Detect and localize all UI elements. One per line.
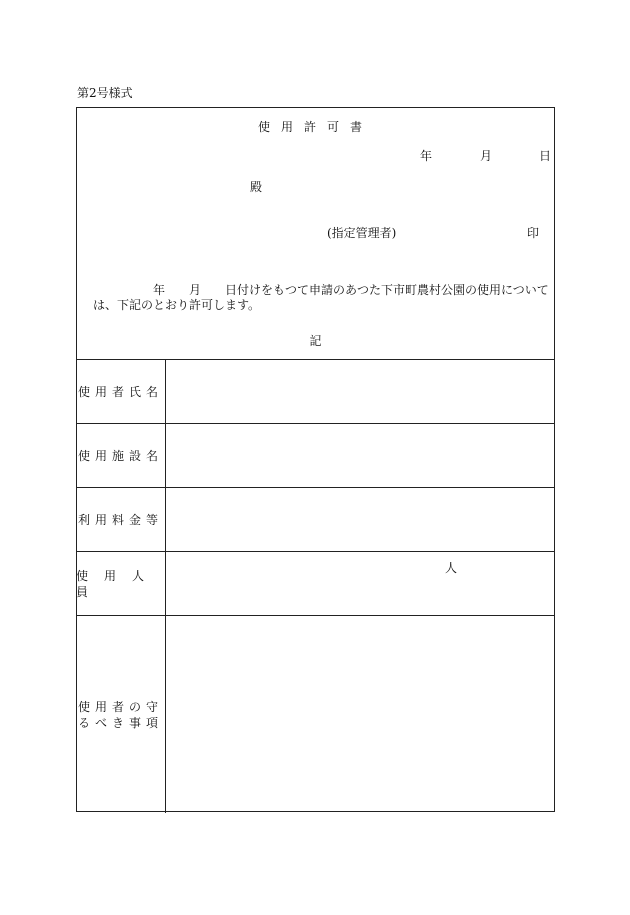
row-user-name: [76, 359, 555, 424]
date-day-label: 日: [539, 149, 552, 163]
row-usage-fee: [76, 487, 555, 552]
row-label-cell: [76, 360, 166, 424]
permit-form: [76, 107, 555, 812]
date-month-label: 月: [480, 149, 493, 163]
user-rules-field[interactable]: [166, 616, 555, 813]
row-facility-name: [76, 423, 555, 488]
row-label-cell: [76, 616, 166, 813]
row-headcount: [76, 551, 555, 616]
facility-name-label: 使用施設名: [77, 449, 163, 463]
row-label-cell: [76, 424, 166, 488]
headcount-label: 使 用 人 員: [76, 569, 161, 599]
person-unit-label: 人: [445, 561, 458, 575]
usage-fee-field[interactable]: [166, 488, 555, 552]
row-label-cell: [76, 488, 166, 552]
user-name-label: 使用者氏名: [77, 385, 163, 399]
headcount-field[interactable]: [166, 552, 555, 616]
row-user-rules: [76, 615, 555, 813]
user-name-field[interactable]: [166, 360, 555, 424]
usage-fee-label: 利用料金等: [77, 513, 163, 527]
facility-name-field[interactable]: [166, 424, 555, 488]
permit-statement-line1: 年 月 日付けをもつて申請のあつた下市町農村公園の使用について: [153, 283, 549, 297]
permit-statement-line2: は、下記のとおり許可します。: [93, 298, 261, 312]
issuer-role: (指定管理者): [327, 226, 397, 240]
user-rules-label: 使用者の守 るべき事項: [77, 699, 163, 730]
form-number: 第2号様式: [77, 86, 133, 100]
permit-statement: [83, 283, 548, 313]
addressee-suffix: 殿: [250, 180, 263, 194]
seal-mark: 印: [527, 226, 540, 240]
record-mark: 記: [309, 334, 322, 348]
date-year-label: 年: [420, 149, 433, 163]
document-title: 使用許可書: [257, 120, 373, 134]
row-label-cell: [76, 552, 166, 616]
